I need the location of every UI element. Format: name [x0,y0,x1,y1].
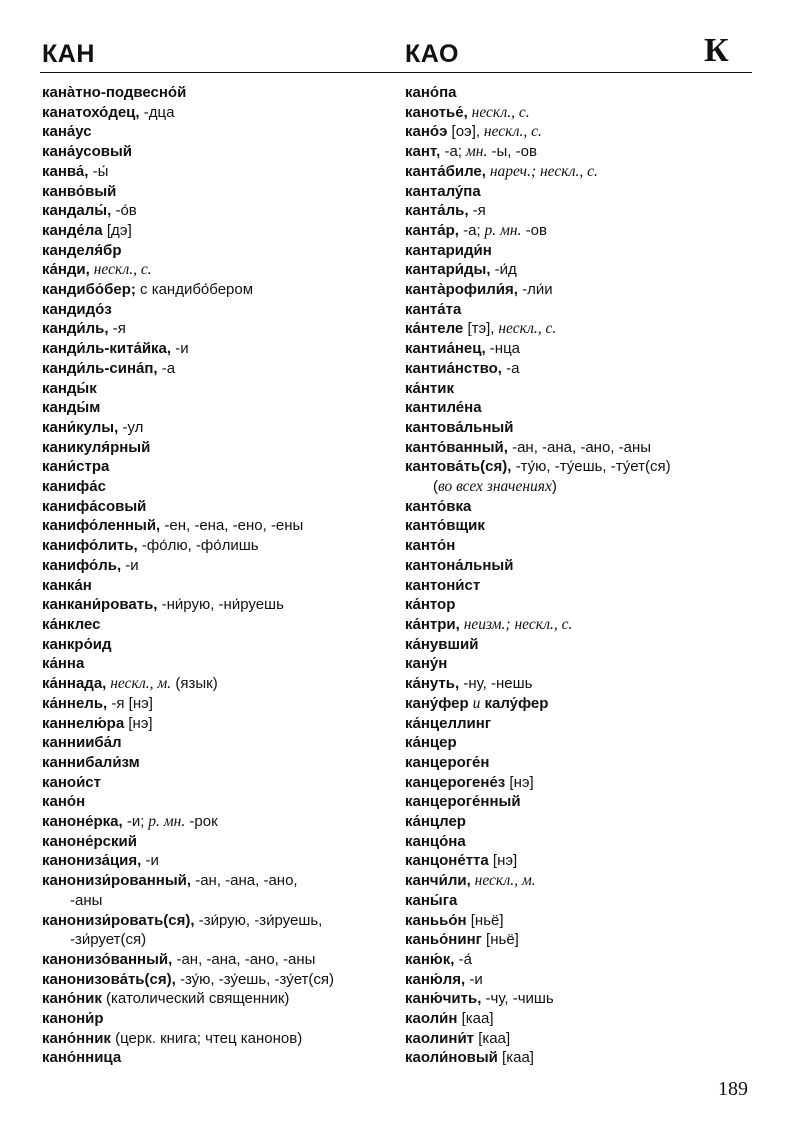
dictionary-entry [405,930,750,950]
dictionary-entry [42,970,394,990]
entry-headword: канта́ль, [405,202,469,220]
entry-forms: -чу, -чишь [481,990,554,1008]
entry-headword: канди́ль-сина́п, [42,359,158,377]
entry-forms: -ы́ [88,162,109,180]
entry-headword: ка́нтик [405,379,454,397]
dictionary-entry [42,477,394,497]
entry-headword: канонизова́ть(ся), [42,970,176,988]
dictionary-entry [405,319,750,339]
dictionary-entry [42,536,394,556]
dictionary-entry [42,379,394,399]
dictionary-entry [405,241,750,261]
dictionary-entry [42,832,394,852]
dictionary-entry [42,871,394,891]
entry-grammar: нареч.; нескл., с. [485,162,598,180]
dictionary-entry [405,950,750,970]
dictionary-entry [42,241,394,261]
dictionary-entry [405,674,750,694]
entry-grammar: нескл., с. [89,261,152,279]
dictionary-entry [42,142,394,162]
dictionary-entry [42,989,394,1009]
entry-headword: каны́га [405,891,458,909]
entry-headword: канто́н [405,537,456,555]
entry-headword: канцероге́н [405,753,490,771]
entry-forms: с кандибо́бером [135,281,254,299]
dictionary-entry [42,300,394,320]
dictionary-entry [405,359,750,379]
dictionary-entry [42,260,394,280]
entry-forms: -а; [440,143,462,161]
dictionary-entry [405,221,750,241]
entry-headword: канонизи́ровать(ся), [42,911,195,929]
entry-forms: -а; [458,221,481,239]
entry-grammar: мн. [461,143,488,161]
entry-grammar: и [468,694,481,712]
dictionary-entry [405,792,750,812]
dictionary-entry [42,556,394,576]
dictionary-entry [405,497,750,517]
entry-headword: канцо́на [405,832,466,850]
entry-headword: каникуля́рный [42,438,151,456]
entry-forms: ) [551,478,557,496]
entry-headword: кано́э [405,123,448,141]
dictionary-entry [42,1009,394,1029]
entry-forms: -фо́лю, -фо́лишь [137,537,259,555]
entry-forms: -дца [139,103,175,121]
dictionary-entry [405,1009,750,1029]
entry-headword: каоли́н [405,1010,458,1028]
entry-headword: канониза́ция, [42,852,142,870]
entry-headword: канто́ванный, [405,438,508,456]
dictionary-entry [405,1048,750,1068]
entry-headword: канои́ст [42,773,101,791]
entry-headword: каннелю́ра [42,714,125,732]
entry-forms: -зи́рует(ся) [70,931,147,949]
entry-headword: ка́нтор [405,596,456,614]
entry-headword: ка́ннада, [42,675,107,693]
entry-headword: каоли́новый [405,1049,498,1067]
entry-headword: канделя́бр [42,241,122,259]
entry-grammar: р. мн. [144,813,186,831]
entry-headword: ка́нцер [405,734,457,752]
entry-forms: -а [157,359,176,377]
entry-forms: [нэ] [488,852,518,870]
entry-headword: канцероге́нный [405,793,521,811]
entry-headword: кано́нник [42,1029,111,1047]
entry-headword: канто́вка [405,497,472,515]
entry-headword: канды́м [42,399,101,417]
entry-headword: канва́, [42,162,89,180]
dictionary-entry [42,930,394,950]
entry-headword: кано́н [42,793,86,811]
entry-headword: канцерогене́з [405,773,506,791]
entry-headword: калу́фер [480,694,549,712]
entry-headword: ка́нтеле [405,320,464,338]
right-column [405,83,750,1068]
entry-headword: кана́ус [42,123,92,141]
entry-forms: -я [108,320,126,338]
dictionary-entry [405,162,750,182]
entry-headword: канта̀рофили́я, [405,281,518,299]
dictionary-entry [405,773,750,793]
dictionary-entry [405,911,750,931]
entry-forms: -и [121,556,139,574]
entry-grammar: неизм.; нескл., с. [459,615,573,633]
dictionary-entry [405,398,750,418]
entry-grammar: нескл., с. [480,123,542,141]
dictionary-entry [405,182,750,202]
dictionary-entry [405,516,750,536]
dictionary-entry [42,1029,394,1049]
running-head-right: КАО [405,40,459,68]
entry-headword: кантиа́нство, [405,359,502,377]
dictionary-entry [42,595,394,615]
entry-headword: кантова́ть(ся), [405,458,512,476]
dictionary-entry [405,812,750,832]
entry-headword: канта́р, [405,221,459,239]
entry-grammar: нескл., м. [470,872,536,890]
entry-headword: канка́н [42,576,92,594]
entry-headword: каню́чить, [405,990,482,1008]
entry-headword: кантони́ст [405,576,481,594]
entry-forms: -ту́ю, -ту́ешь, -ту́ет(ся) [511,458,671,476]
entry-headword: каноне́рский [42,832,137,850]
entry-forms: [каа] [497,1049,534,1067]
entry-headword: кантари́ды, [405,261,491,279]
dictionary-entry [405,694,750,714]
entry-forms: [дэ] [102,221,132,239]
dictionary-entry [42,674,394,694]
dictionary-entry [405,438,750,458]
dictionary-entry [405,339,750,359]
entry-forms: -и; [122,813,145,831]
dictionary-entry [405,300,750,320]
entry-grammar: нескл., м. [106,675,172,693]
entry-forms: -ен, -ена, -ено, -ены [160,517,304,535]
entry-forms: -ну, -нешь [459,675,533,693]
running-head-left: КАН [42,40,95,68]
entry-forms: -ан, -ана, -ано, -аны [507,438,652,456]
dictionary-entry [405,201,750,221]
entry-headword: каноне́рка, [42,813,123,831]
entry-forms: [ньё] [481,931,519,949]
dictionary-entry [42,635,394,655]
entry-headword: канкани́ровать, [42,596,158,614]
entry-headword: канифо́ленный, [42,517,161,535]
entry-headword: кантиле́на [405,399,482,417]
entry-grammar: нескл., с. [467,103,530,121]
entry-forms: -зи́рую, -зи́руешь, [194,911,323,929]
entry-headword: ка́нуть, [405,675,460,693]
entry-headword: канво́вый [42,182,117,200]
entry-headword: кант, [405,143,441,161]
dictionary-entry [42,339,394,359]
dictionary-entry [405,615,750,635]
entry-headword: каннибали́зм [42,753,140,771]
dictionary-entry [42,457,394,477]
dictionary-entry [42,615,394,635]
entry-forms: ( [433,478,438,496]
entry-forms: [ньё] [466,911,504,929]
dictionary-entry [405,832,750,852]
dictionary-entry [405,477,750,497]
entry-headword: кана́усовый [42,143,132,161]
entry-forms: (церк. книга; чтец канонов) [110,1029,303,1047]
entry-forms: -ни́рую, -ни́руешь [157,596,284,614]
entry-headword: каолини́т [405,1029,475,1047]
dictionary-entry [42,733,394,753]
entry-headword: канды́к [42,379,97,397]
dictionary-entry [42,201,394,221]
entry-headword: канцоне́тта [405,852,489,870]
dictionary-entry [405,260,750,280]
entry-forms: -ан, -ана, -ано, [191,872,298,890]
entry-headword: канонизи́рованный, [42,872,192,890]
entry-headword: канифа́совый [42,497,147,515]
entry-headword: кани́кулы, [42,418,119,436]
entry-headword: канифо́лить, [42,537,138,555]
dictionary-entry [42,950,394,970]
dictionary-entry [405,556,750,576]
dictionary-entry [405,142,750,162]
entry-headword: ка́ннель, [42,694,108,712]
dictionary-entry [405,989,750,1009]
entry-forms: -рок [185,813,218,831]
dictionary-entry [42,851,394,871]
entry-headword: кантиа́нец, [405,340,486,358]
entry-headword: ка́нна [42,655,85,673]
entry-headword: канифа́с [42,478,106,496]
entry-forms: [каа] [457,1010,494,1028]
entry-grammar: р. мн. [480,221,522,239]
entry-headword: кантариди́н [405,241,492,259]
entry-headword: кани́стра [42,458,110,476]
entry-forms: -а́ [454,950,472,968]
dictionary-entry [42,891,394,911]
dictionary-entry [42,83,394,103]
dictionary-entry [42,654,394,674]
entry-headword: ка́нди, [42,261,90,279]
section-letter: К [704,32,729,69]
entry-headword: ка́нцлер [405,813,466,831]
entry-headword: кантова́льный [405,418,514,436]
page-number: 189 [718,1078,748,1100]
entry-headword: канто́вщик [405,517,485,535]
entry-headword: кандибо́бер; [42,281,136,299]
entry-forms: (язык) [171,675,218,693]
entry-forms: -ли́и [517,281,553,299]
entry-forms: -и́д [490,261,517,279]
entry-forms: -нца [485,340,521,358]
entry-headword: ка́нтри, [405,615,460,633]
dictionary-entry [42,280,394,300]
dictionary-entry [405,457,750,477]
dictionary-entry [405,595,750,615]
entry-headword: канди́ль, [42,320,109,338]
entry-forms: -и [465,970,483,988]
entry-forms: [каа] [474,1029,511,1047]
entry-forms: -о́в [111,202,137,220]
entry-headword: кана̀тно-подвесно́й [42,84,187,101]
dictionary-entry [405,851,750,871]
entry-headword: каннииба́л [42,734,122,752]
dictionary-entry [405,871,750,891]
dictionary-entry [42,1048,394,1068]
dictionary-entry [42,319,394,339]
dictionary-entry [42,418,394,438]
entry-grammar: во всех значениях [438,478,552,496]
entry-headword: канта́та [405,300,462,318]
entry-headword: кантона́льный [405,556,514,574]
entry-forms: [нэ] [124,714,153,732]
dictionary-entry [42,812,394,832]
dictionary-entry [405,576,750,596]
dictionary-entry [405,83,750,103]
entry-headword: каню́ля, [405,970,466,988]
entry-headword: канььо́н [405,911,467,929]
entry-headword: кану́фер [405,694,469,712]
entry-headword: канатохо́дец, [42,103,140,121]
entry-headword: канде́ла [42,221,103,239]
dictionary-entry [42,694,394,714]
entry-headword: канчи́ли, [405,872,471,890]
dictionary-entry [405,970,750,990]
dictionary-entry [405,733,750,753]
entry-headword: каню́к, [405,950,455,968]
dictionary-entry [42,911,394,931]
dictionary-entry [405,379,750,399]
entry-forms: -ы, -ов [487,143,537,161]
entry-forms: -аны [70,891,103,909]
entry-grammar: нескл., с. [494,320,557,338]
entry-headword: канта́биле, [405,162,486,180]
entry-forms: -а [501,359,520,377]
dictionary-entry [405,1029,750,1049]
entry-headword: кано́нница [42,1049,122,1067]
dictionary-entry [42,497,394,517]
dictionary-entry [405,418,750,438]
entry-headword: канони́р [42,1010,104,1028]
dictionary-entry [42,103,394,123]
entry-headword: канонизо́ванный, [42,950,173,968]
entry-headword: ка́нувший [405,635,479,653]
dictionary-entry [42,516,394,536]
dictionary-entry [405,536,750,556]
dictionary-entry [42,773,394,793]
dictionary-entry [405,103,750,123]
entry-headword: кано́па [405,84,457,101]
entry-headword: ка́нклес [42,615,101,633]
dictionary-entry [42,792,394,812]
entry-forms: -я [468,202,486,220]
entry-forms: -и [141,852,159,870]
entry-headword: канди́ль-кита́йка, [42,340,172,358]
dictionary-entry [405,280,750,300]
dictionary-entry [405,122,750,142]
dictionary-entry [42,398,394,418]
dictionary-entry [405,753,750,773]
entry-headword: кано́ник [42,990,102,1008]
entry-forms: -ов [521,221,547,239]
dictionary-entry [42,182,394,202]
entry-forms: [тэ], [463,320,495,338]
entry-forms: [оэ], [447,123,481,141]
dictionary-entry [42,221,394,241]
entry-headword: канкро́ид [42,635,112,653]
page-header [0,0,792,80]
entry-headword: каньо́нинг [405,931,482,949]
dictionary-entry [405,714,750,734]
entry-headword: ка́нцеллинг [405,714,492,732]
dictionary-entry [405,654,750,674]
dictionary-entry [42,162,394,182]
dictionary-entry [42,122,394,142]
entry-forms: -ан, -ана, -ано, -аны [172,950,316,968]
dictionary-entry [42,359,394,379]
entry-headword: канифо́ль, [42,556,122,574]
entry-forms: [нэ] [505,773,534,791]
entry-forms: -и [171,340,189,358]
entry-headword: кандидо́з [42,300,112,318]
entry-forms: (католический священник) [101,990,290,1008]
entry-forms: -зу́ю, -зу́ешь, -зу́ет(ся) [175,970,335,988]
dictionary-entry [42,576,394,596]
header-rule [40,72,752,73]
dictionary-entry [405,891,750,911]
dictionary-entry [42,714,394,734]
dictionary-entry [405,635,750,655]
entry-headword: канталу́па [405,182,481,200]
entry-forms: -я [нэ] [107,694,153,712]
dictionary-entry [42,753,394,773]
entry-headword: кандалы́, [42,202,112,220]
entry-headword: канотье́, [405,103,468,121]
dictionary-entry [42,438,394,458]
entry-forms: -ул [118,418,144,436]
entry-headword: кану́н [405,655,448,673]
left-column [42,83,394,1068]
